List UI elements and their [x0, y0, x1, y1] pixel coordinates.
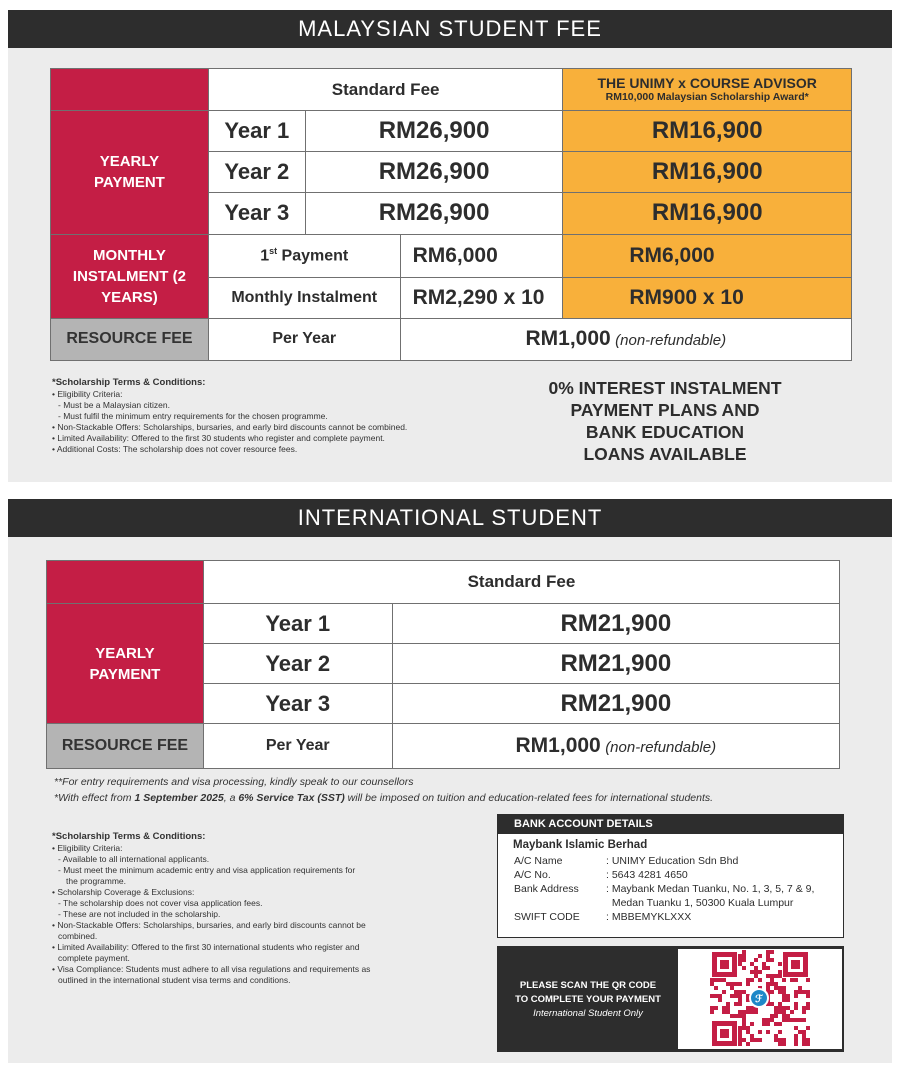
standard-amount: RM26,900 [305, 111, 563, 152]
bank-row: SWIFT CODE : MBBEMYKLXXX [514, 911, 692, 923]
terms-line: - Must meet the minimum academic entry and visa application requirements for [58, 865, 356, 875]
bank-details-box [497, 814, 844, 938]
monthly-instalment-label: MONTHLY INSTALMENT (2 YEARS) [51, 234, 209, 318]
year-label: Year 3 [208, 193, 305, 234]
scholarship-header [563, 69, 852, 111]
year-label: Year 3 [203, 684, 392, 724]
standard-amount: RM26,900 [305, 193, 563, 234]
terms-line: the programme. [66, 876, 126, 886]
first-payment-label: 1st Payment [208, 234, 400, 277]
bank-row: A/C No. : 5643 4281 4650 [514, 869, 688, 881]
malaysian-fee-table [50, 68, 852, 361]
terms-line: - Available to all international applicants. [58, 854, 210, 864]
terms-line: • Scholarship Coverage & Exclusions: [52, 887, 195, 897]
svg-text:ℱ: ℱ [755, 994, 763, 1005]
bank-details-header: BANK ACCOUNT DETAILS [498, 815, 843, 834]
international-title: INTERNATIONAL STUDENT [8, 499, 892, 537]
qr-instructions: PLEASE SCAN THE QR CODE TO COMPLETE YOUR PAYMENT International Student Only [515, 980, 661, 1019]
scholarship-amount: RM16,900 [563, 152, 852, 193]
standard-fee-header: Standard Fee [208, 69, 562, 111]
per-year-label: Per Year [203, 724, 392, 769]
terms-line: • Limited Availability: Offered to the first 30 students who register and complete payment. [52, 433, 385, 443]
terms-line: - Must be a Malaysian citizen. [58, 400, 170, 410]
bank-row: A/C Name : UNIMY Education Sdn Bhd [514, 855, 739, 867]
header-blank [51, 69, 209, 111]
terms-line: - These are not included in the scholarship. [58, 909, 221, 919]
terms-line: - The scholarship does not cover visa application fees. [58, 898, 263, 908]
year-label: Year 2 [208, 152, 305, 193]
standard-amount: RM21,900 [392, 684, 839, 724]
terms-line: combined. [58, 931, 98, 941]
terms-line: • Additional Costs: The scholarship does not cover resource fees. [52, 444, 298, 454]
terms-line: • Limited Availability: Offered to the first 30 international students who register and [52, 942, 360, 952]
bank-row: Medan Tuanku 1, 50300 Kuala Lumpur [606, 897, 794, 909]
scholarship-amount: RM16,900 [563, 193, 852, 234]
resource-fee-label: RESOURCE FEE [47, 724, 204, 769]
terms-line: • Eligibility Criteria: [52, 389, 123, 399]
bank-name: Maybank Islamic Berhad [513, 839, 648, 851]
monthly-instalment-row-label: Monthly Instalment [208, 277, 400, 318]
scholarship-amount: RM16,900 [563, 111, 852, 152]
terms-line: • Non-Stackable Offers: Scholarships, bursaries, and early bird discounts cannot be [52, 920, 366, 930]
standard-amount: RM26,900 [305, 152, 563, 193]
year-label: Year 2 [203, 644, 392, 684]
scholarship-subtitle: RM10,000 Malaysian Scholarship Award* [605, 91, 809, 104]
international-terms [52, 831, 370, 986]
malaysian-title: MALAYSIAN STUDENT FEE [8, 10, 892, 48]
counsellor-note: **For entry requirements and visa processing, kindly speak to our counsellors [54, 776, 414, 788]
qr-code-icon[interactable] [710, 950, 810, 1048]
resource-fee-amount: RM1,000 (non-refundable) [392, 724, 839, 769]
standard-amount: RM21,900 [392, 604, 839, 644]
malaysian-terms [52, 377, 407, 455]
standard-fee-header: Standard Fee [203, 561, 839, 604]
scholarship-title: THE UNIMY x COURSE ADVISOR [597, 75, 817, 92]
interest-free-notice: 0% INTEREST INSTALMENT PAYMENT PLANS AND BANK EDUCATION LOANS AVAILABLE [548, 378, 782, 464]
service-tax-note: *With effect from 1 September 2025, a 6% Service Tax (SST) will be imposed on tuition and education-related fees for international students. [54, 792, 714, 804]
terms-line: - Must fulfil the minimum entry requirements for the chosen programme. [58, 411, 328, 421]
standard-amount: RM21,900 [392, 644, 839, 684]
terms-line: outlined in the international student visa terms and conditions. [58, 975, 291, 985]
terms-line: • Non-Stackable Offers: Scholarships, bursaries, and early bird discounts cannot be combined. [52, 422, 408, 432]
header-blank [47, 561, 204, 604]
monthly-standard: RM2,290 x 10 [400, 277, 563, 318]
qr-payment-box [497, 946, 844, 1052]
international-fee-table [46, 560, 840, 769]
resource-fee-amount: RM1,000 (non-refundable) [400, 318, 851, 360]
first-payment-standard: RM6,000 [400, 234, 563, 277]
bank-row: Bank Address : Maybank Medan Tuanku, No. 1, 3, 5, 7 & 9, [514, 883, 815, 895]
terms-title: *Scholarship Terms & Conditions: [52, 377, 206, 388]
resource-fee-label: RESOURCE FEE [51, 318, 209, 360]
per-year-label: Per Year [208, 318, 400, 360]
terms-title: *Scholarship Terms & Conditions: [52, 831, 206, 842]
qr-code-area [678, 949, 842, 1049]
terms-line: complete payment. [58, 953, 130, 963]
yearly-payment-label: YEARLY PAYMENT [47, 604, 204, 724]
first-payment-scholarship: RM6,000 [563, 234, 852, 277]
year-label: Year 1 [203, 604, 392, 644]
terms-line: • Eligibility Criteria: [52, 843, 123, 853]
yearly-payment-label: YEARLY PAYMENT [51, 111, 209, 234]
terms-line: • Visa Compliance: Students must adhere to all visa regulations and requirements as [52, 964, 371, 974]
monthly-scholarship: RM900 x 10 [563, 277, 852, 318]
year-label: Year 1 [208, 111, 305, 152]
